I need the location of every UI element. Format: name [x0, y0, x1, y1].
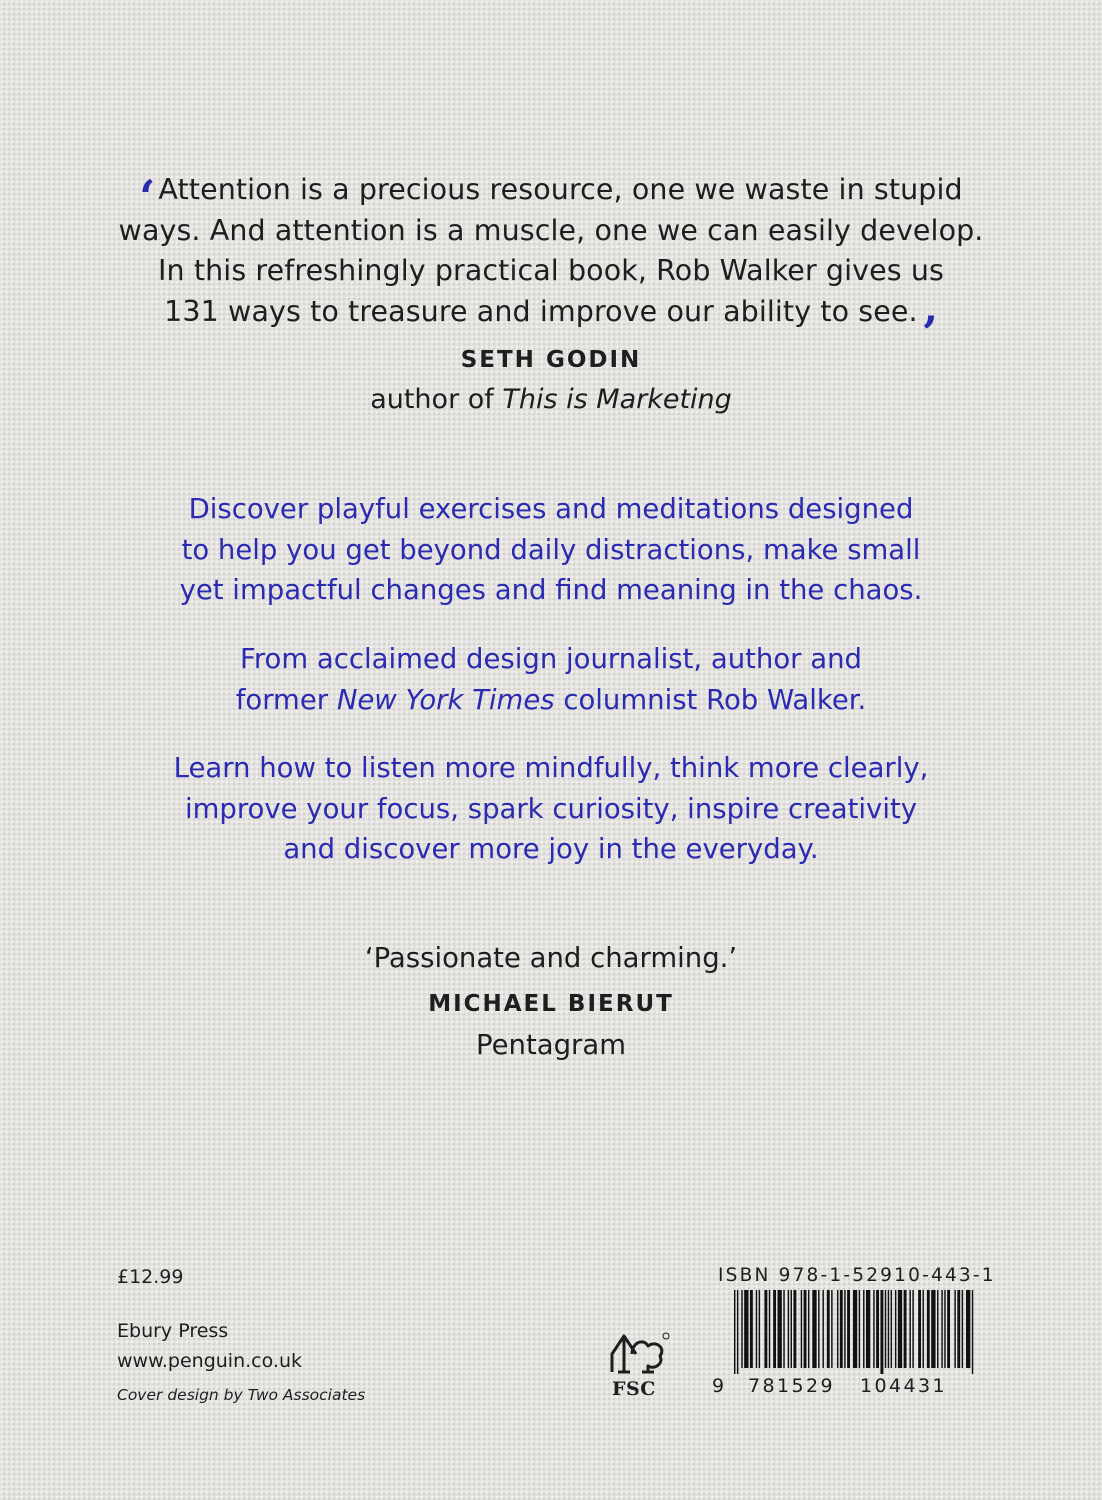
- blurb-text: former: [235, 683, 329, 716]
- barcode-bar: [783, 1290, 784, 1368]
- endorser-book-title: This is Marketing: [502, 384, 732, 415]
- open-quote-mark-icon: ‘: [139, 170, 156, 224]
- barcode-bar: [972, 1290, 973, 1374]
- blurb-line-with-title: [0, 680, 1102, 721]
- barcode-digits-right: 104431: [860, 1375, 947, 1397]
- barcode-bar: [831, 1290, 832, 1368]
- barcode-bar: [773, 1290, 776, 1368]
- credit-prefix: Cover design by: [117, 1386, 243, 1404]
- isbn-number: ISBN 978-1-52910-443-1: [718, 1265, 996, 1286]
- fsc-tree-logo-icon: [602, 1332, 672, 1376]
- barcode-bar: [931, 1290, 935, 1368]
- endorsement-michael-bierut: [0, 938, 1102, 1066]
- footer-publisher-info: [117, 1262, 365, 1410]
- quote-line-4: 131 ways to treasure and improve our ability to see.: [164, 294, 918, 328]
- barcode-bar: [840, 1290, 843, 1368]
- barcode-bar: [898, 1290, 902, 1368]
- barcode-bar: [778, 1290, 782, 1368]
- barcode-bar: [801, 1290, 802, 1368]
- credit-name: Two Associates: [247, 1386, 366, 1404]
- barcode-bar: [734, 1290, 735, 1374]
- barcode: [734, 1290, 976, 1374]
- praise-name: MICHAEL BIERUT: [428, 991, 674, 1017]
- barcode-bar: [866, 1290, 870, 1368]
- barcode-digits: [712, 1375, 982, 1399]
- barcode-bar: [812, 1290, 816, 1368]
- blurb-line: improve your focus, spark curiosity, inspire creativity: [184, 792, 918, 825]
- endorser-name: SETH GODIN: [460, 347, 642, 373]
- blurb-paragraph-1: [0, 489, 1102, 611]
- price: £12.99: [117, 1266, 184, 1288]
- newspaper-title: New York Times: [336, 683, 555, 716]
- barcode-bar: [863, 1290, 864, 1368]
- barcode-bar: [859, 1290, 860, 1368]
- barcode-bar: [937, 1290, 938, 1368]
- barcode-bar: [750, 1290, 753, 1368]
- barcode-bar: [957, 1290, 960, 1368]
- barcode-bar: [788, 1290, 789, 1368]
- barcode-bar: [793, 1290, 796, 1368]
- barcode-bar: [847, 1290, 850, 1368]
- barcode-bar: [904, 1290, 907, 1368]
- barcode-bar: [756, 1290, 757, 1368]
- endorser-role: [0, 380, 1102, 420]
- praise-quote: ‘Passionate and charming.’: [364, 942, 738, 974]
- barcode-digit-first: 9: [712, 1375, 725, 1397]
- barcode-bar: [737, 1290, 738, 1374]
- barcode-bar: [947, 1290, 950, 1368]
- barcode-bar: [944, 1290, 945, 1368]
- blurb-line: and discover more joy in the everyday.: [283, 833, 819, 865]
- barcode-bar: [853, 1290, 857, 1368]
- barcode-bar: [909, 1290, 910, 1368]
- blurb-text: columnist Rob Walker.: [563, 683, 867, 716]
- barcode-bar: [837, 1290, 838, 1368]
- barcode-bar: [885, 1290, 886, 1368]
- barcode-bar: [880, 1290, 883, 1374]
- quote-line-1: Attention is a precious resource, one we waste in stupid: [158, 173, 963, 206]
- blurb-paragraph-3: [0, 748, 1102, 870]
- publisher-name: Ebury Press: [117, 1320, 229, 1342]
- blurb-line: yet impactful changes and find meaning in the chaos.: [179, 574, 923, 606]
- blurb-line: From acclaimed design journalist, author and: [240, 643, 862, 675]
- barcode-bar: [941, 1290, 942, 1368]
- fsc-label: FSC: [612, 1378, 656, 1400]
- barcode-bar: [769, 1290, 770, 1368]
- barcode-bar: [876, 1290, 879, 1368]
- barcode-bar: [873, 1290, 874, 1368]
- barcode-bar: [827, 1290, 830, 1368]
- barcode-bar: [895, 1290, 896, 1368]
- barcode-bar: [888, 1290, 889, 1368]
- barcode-bar: [741, 1290, 742, 1368]
- cover-design-credit: [117, 1380, 365, 1410]
- barcode-bar: [918, 1290, 921, 1368]
- barcode-bar: [891, 1290, 892, 1368]
- barcode-bar: [912, 1290, 913, 1368]
- barcode-bar: [923, 1290, 924, 1368]
- barcode-bar: [759, 1290, 760, 1368]
- barcode-bar: [927, 1290, 930, 1368]
- barcode-bar: [954, 1290, 955, 1368]
- barcode-bar: [844, 1290, 845, 1368]
- endorser-role-prefix: author of: [370, 384, 494, 415]
- barcode-bar: [764, 1290, 767, 1368]
- barcode-bar: [966, 1290, 970, 1368]
- barcode-bar: [804, 1290, 807, 1368]
- barcode-bar: [822, 1290, 823, 1368]
- blurb-paragraph-2: [0, 639, 1102, 720]
- blurb-line: to help you get beyond daily distractions, make small: [181, 533, 921, 566]
- barcode-bar: [744, 1290, 748, 1368]
- barcode-bar: [962, 1290, 963, 1368]
- barcode-bar: [791, 1290, 792, 1368]
- barcode-digits-left: 781529: [748, 1375, 835, 1397]
- quote-line-3: In this refreshingly practical book, Rob Walker gives us: [158, 254, 944, 287]
- endorsement-seth-godin: [0, 170, 1102, 420]
- quote-line-2: ways. And attention is a muscle, one we can easily develop.: [118, 213, 984, 247]
- blurb-line: Discover playful exercises and meditations designed: [188, 493, 914, 525]
- barcode-bar: [808, 1290, 809, 1368]
- barcode-bar: [818, 1290, 819, 1368]
- praise-role: Pentagram: [476, 1029, 626, 1061]
- close-quote-mark-icon: ’: [921, 305, 938, 360]
- blurb-line: Learn how to listen more mindfully, think more clearly,: [173, 752, 929, 784]
- publisher-website: www.penguin.co.uk: [117, 1350, 302, 1372]
